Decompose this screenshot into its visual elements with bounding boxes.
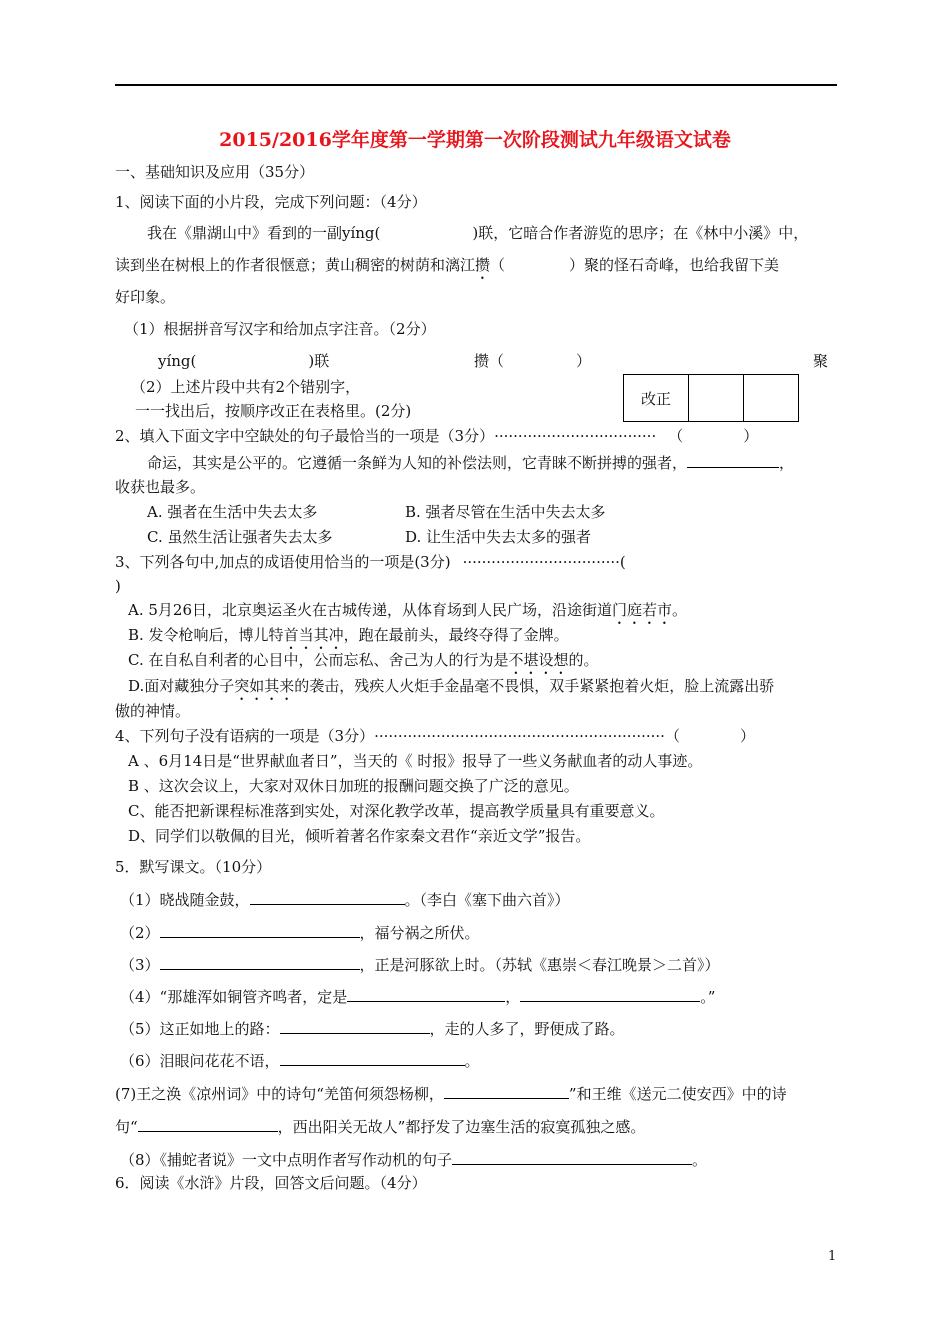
q2-passage-line1: 命运，其实是公平的。它遵循一条鲜为人知的补偿法则，它青睐不断拼搏的强者， ， (147, 454, 795, 472)
q1-sub2-line2: 一一找出后，按顺序改正在表格里。(2分) (135, 402, 412, 420)
q5-blank-2[interactable] (160, 923, 360, 938)
q3-option-d-cont: 傲的神情。 (115, 702, 191, 720)
q1-sub1-answer-ying: yíng( )联 (158, 352, 330, 370)
q4-stem: 4、下列句子没有语病的一项是（3分）·····························································（ ） (115, 727, 755, 745)
q3-option-d: D.面对藏独分子突如其来的袭击，残疾人火炬手金晶毫不畏惧，双手紧紧抱着火炬，脸上流露出骄 (128, 677, 775, 695)
q5-stem: 5．默写课文。（10分） (115, 858, 272, 876)
q2-option-c: C. 虽然生活让强者失去太多 (147, 528, 333, 546)
q2-passage-line2: 收获也最多。 (115, 478, 206, 496)
q5-blank-7a[interactable] (444, 1084, 569, 1099)
correction-cell-1[interactable] (689, 375, 744, 422)
q2-stem: 2、填入下面文字中空缺处的句子最恰当的一项是（3分）·································· （ ） (115, 427, 759, 445)
q3-option-a: A. 5月26日，北京奥运圣火在古城传递，从体育场到人民广场，沿途街道门庭若市。 (128, 601, 688, 619)
q1-sub2-line1: （2）上述片段中共有2个错别字， (131, 378, 361, 396)
q5-blank-3[interactable] (160, 955, 360, 970)
q4-option-a: A 、6月14日是“世界献血者日”，当天的《 时报》报导了一些义务献血者的动人事迹。 (128, 752, 703, 770)
q6-stem: 6．阅读《水浒》片段，回答文后问题。（4分） (115, 1174, 427, 1192)
q5-item-1: （1）晓战随金鼓， 。（李白《塞下曲六首》） (120, 891, 570, 909)
q5-item-4: （4）“那雄浑如铜管齐鸣者，定是 ， 。” (120, 988, 716, 1006)
q2-option-a: A. 强者在生活中失去太多 (147, 503, 318, 521)
q2-blank[interactable] (687, 453, 779, 468)
section-heading: 一、基础知识及应用（35分） (115, 163, 315, 181)
q5-item-6: （6）泪眼问花花不语， 。 (120, 1052, 480, 1070)
q5-item-7: (7)王之涣《凉州词》中的诗句“羌笛何须怨杨柳， ”和王维《送元二使安西》中的诗 (115, 1085, 787, 1103)
q1-passage-line3: 好印象。 (115, 288, 176, 306)
q2-option-d: D. 让生活中失去太多的强者 (405, 528, 592, 546)
q5-blank-1[interactable] (250, 890, 405, 905)
q2-option-b: B. 强者尽管在生活中失去太多 (405, 503, 606, 521)
q1-stem: 1、阅读下面的小片段，完成下列问题：（4分） (115, 193, 427, 211)
q1-sub1-answer-zan: 攒（ ） (474, 352, 592, 370)
q1-sub1-ju: 聚 (813, 352, 829, 370)
q1-sub1: （1）根据拼音写汉字和给加点字注音。（2分） (124, 320, 436, 338)
q5-blank-6[interactable] (280, 1051, 465, 1066)
q1-passage-line1: 我在《鼎湖山中》看到的一副yíng( )联，它暗合作者游览的思序；在《林中小溪》中， (147, 224, 809, 242)
q5-blank-8[interactable] (452, 1150, 692, 1165)
header-rule (115, 84, 837, 86)
correction-label: 改正 (624, 375, 689, 422)
q3-stem-close: ) (115, 577, 121, 595)
q5-item-8: （8）《捕蛇者说》一文中点明作者写作动机的句子 。 (120, 1151, 708, 1169)
q3-option-c: C. 在自私自利者的心目中，公而忘私、舍己为人的行为是不堪设想的。 (128, 651, 599, 669)
q3-stem: 3、下列各句中,加点的成语使用恰当的一项是(3分) ·································( (115, 553, 626, 571)
q5-item-5: （5）这正如地上的路： ，走的人多了，野便成了路。 (120, 1020, 625, 1038)
correction-cell-2[interactable] (744, 375, 799, 422)
correction-table (623, 374, 799, 422)
q5-blank-7b[interactable] (138, 1117, 278, 1132)
page-number: 1 (828, 1249, 837, 1264)
q4-option-c: C、能否把新课程标准落到实处，对深化教学改革，提高教学质量具有重要意义。 (128, 802, 665, 820)
page-title: 2015/2016学年度第一学期第一次阶段测试九年级语文试卷 (219, 129, 731, 151)
q1-passage-line2: 读到坐在树根上的作者很惬意；黄山稠密的树荫和漓江攒（ ）聚的怪石奇峰，也给我留下美 (115, 256, 780, 274)
q5-item-2: （2） ，福兮祸之所伏。 (120, 924, 480, 942)
q5-blank-4b[interactable] (520, 987, 700, 1002)
q4-option-b: B 、这次会议上，大家对双休日加班的报酬问题交换了广泛的意见。 (128, 777, 579, 795)
q5-item-3: （3） ，正是河豚欲上时。（苏轼《惠崇＜春江晚景＞二首》） (120, 956, 720, 974)
q5-item-7-cont: 句“ ，西出阳关无故人”都抒发了边塞生活的寂寞孤独之感。 (115, 1118, 646, 1136)
q3-option-b: B. 发令枪响后，博儿特首当其冲，跑在最前头，最终夺得了金牌。 (128, 626, 569, 644)
q5-blank-5[interactable] (280, 1019, 430, 1034)
q4-option-d: D、同学们以敬佩的目光，倾听着著名作家秦文君作“亲近文学”报告。 (128, 827, 591, 845)
q5-blank-4a[interactable] (347, 987, 505, 1002)
